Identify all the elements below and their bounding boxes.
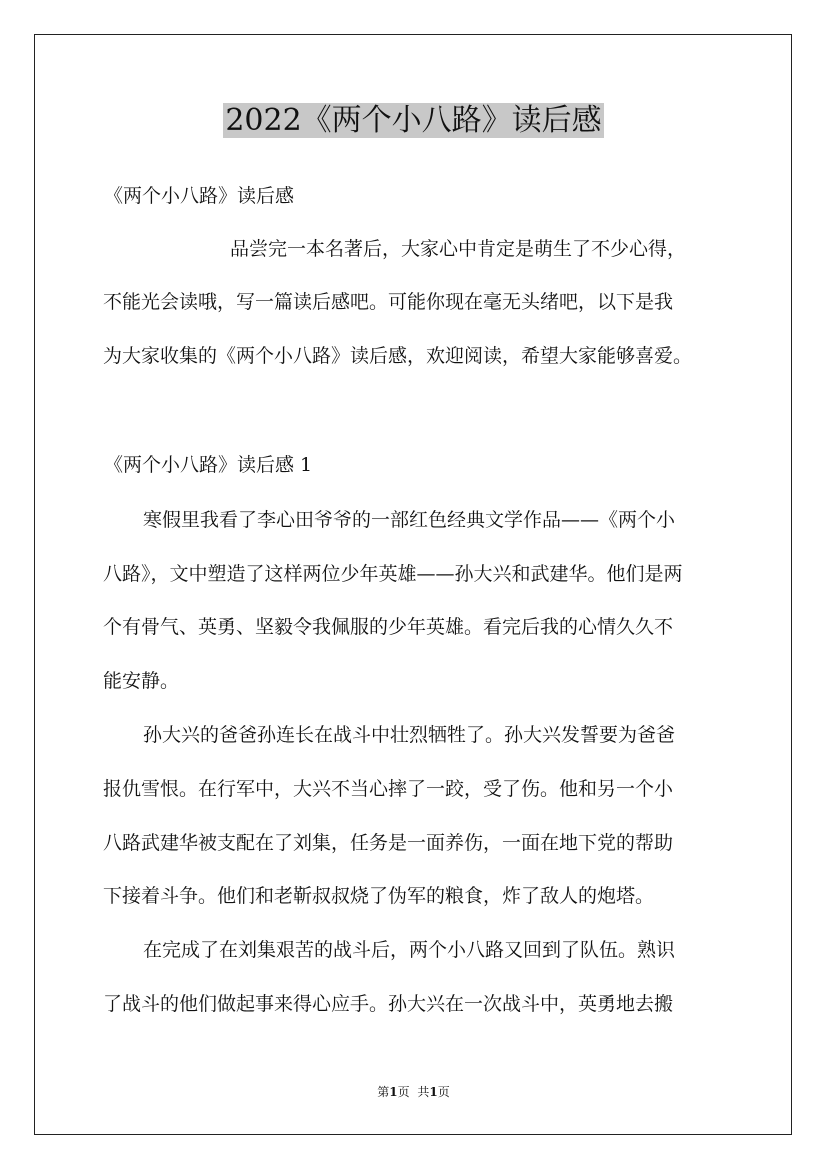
paragraph-line: 八路》，文中塑造了这样两位少年英雄——孙大兴和武建华。他们是两 [103, 563, 683, 585]
total-pages: 1 [429, 1085, 438, 1099]
page-suffix: 页 [397, 1085, 410, 1099]
page-footer [0, 1083, 827, 1100]
intro-line: 不能光会读哦，写一篇读后感吧。可能你现在毫无头绪吧，以下是我 [103, 291, 674, 313]
paragraph-line: 在完成了在刘集艰苦的战斗后，两个小八路又回到了队伍。熟识 [143, 939, 676, 961]
document-title: 2022《两个小八路》读后感 [225, 103, 602, 138]
section-heading: 《两个小八路》读后感 1 [104, 454, 313, 476]
page-prefix: 第 [377, 1085, 390, 1099]
total-prefix: 共 [417, 1085, 430, 1099]
paragraph-line: 寒假里我看了李心田爷爷的一部红色经典文学作品——《两个小 [143, 509, 676, 531]
paragraph-line: 个有骨气、英勇、坚毅令我佩服的少年英雄。看完后我的心情久久不 [103, 616, 674, 638]
paragraph-line: 孙大兴的爸爸孙连长在战斗中壮烈牺牲了。孙大兴发誓要为爸爸 [143, 724, 676, 746]
paragraph-line: 能安静。 [103, 670, 180, 692]
paragraph-line: 下接着斗争。他们和老靳叔叔烧了伪军的粮食，炸了敌人的炮塔。 [103, 885, 655, 907]
paragraph-line: 报仇雪恨。在行军中，大兴不当心摔了一跤，受了伤。他和另一个小 [103, 778, 674, 800]
intro-line: 为大家收集的《两个小八路》读后感，欢迎阅读，希望大家能够喜爱。 [103, 345, 693, 367]
document-title-wrapper [0, 100, 827, 142]
page-number: 1 [389, 1085, 398, 1099]
paragraph-line: 了战斗的他们做起事来得心应手。孙大兴在一次战斗中，英勇地去搬 [103, 993, 674, 1015]
paragraph-line: 八路武建华被支配在了刘集，任务是一面养伤，一面在地下党的帮助 [103, 832, 674, 854]
total-suffix: 页 [437, 1085, 450, 1099]
intro-line: 品尝完一本名著后，大家心中肯定是萌生了不少心得， [230, 238, 687, 260]
subtitle: 《两个小八路》读后感 [104, 185, 295, 207]
